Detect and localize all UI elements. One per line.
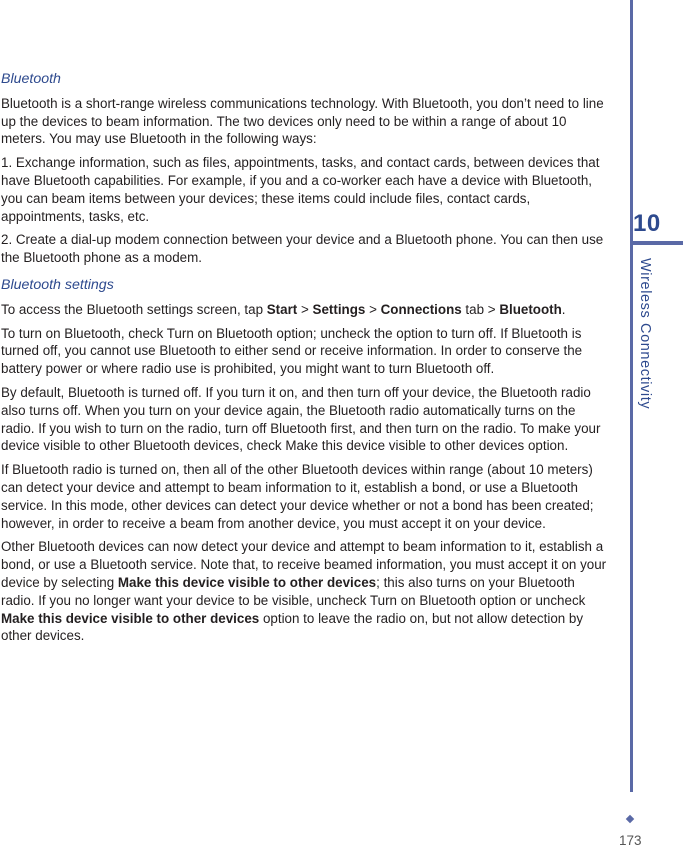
- access-prefix: To access the Bluetooth settings screen, tap: [1, 301, 267, 317]
- section-heading-bluetooth: Bluetooth: [1, 71, 61, 87]
- settings-label: Settings: [312, 301, 366, 317]
- start-label: Start: [266, 301, 298, 317]
- intro-paragraph: Bluetooth is a short-range wireless communications technology. With Bluetooth, you don’t need to line up the devices to beam information. The two devices only need to be within a range of about 10 meters. You may use Bluetooth in the following ways:: [1, 95, 604, 147]
- page-content: [1, 71, 609, 651]
- detect-paragraph: [1, 538, 609, 645]
- chapter-title: Wireless Connectivity: [637, 258, 653, 410]
- chapter-underline: [631, 241, 683, 245]
- default-paragraph: By default, Bluetooth is turned off. If you turn it on, and then turn off your device, the Bluetooth radio also turns off. When you turn on your device again, the Bluetooth radio automatically turns on the radio. If you wish to turn on the radio, turn off Bluetooth first, and then turn on the radio. To make your device visible to other Bluetooth devices, check Make this device visible to other devices option.: [1, 384, 601, 454]
- turn-on-paragraph: To turn on Bluetooth, check Turn on Bluetooth option; uncheck the option to turn off. If Bluetooth is turned off, you cannot use Bluetooth to either send or receive information. In order to conserve the battery power or where radio use is prohibited, you might want to turn Bluetooth off.: [1, 325, 583, 377]
- detect-text-3: option to leave the radio on, but not allow detection by other devices.: [1, 610, 584, 644]
- separator: >: [297, 301, 313, 317]
- separator: >: [365, 301, 381, 317]
- visible-option-label: Make this device visible to other devices: [117, 574, 377, 590]
- sidebar-rule: [630, 0, 633, 792]
- bluetooth-label: Bluetooth: [499, 301, 562, 317]
- period: .: [561, 301, 566, 317]
- tab-text: tab >: [461, 301, 500, 317]
- list-item-exchange: 1. Exchange information, such as files, appointments, tasks, and contact cards, between devices that have Bluetooth capabilities. For example, if you and a co-worker each have a device with Bluetooth, you can beam items between your devices; these items could include files, contact cards, appointments, tasks, etc.: [1, 155, 600, 224]
- detect-text-2: ; this also turns on your Bluetooth radio. If you no longer want your device to be visible, uncheck Turn on Bluetooth option or uncheck: [1, 574, 586, 608]
- diamond-marker-icon: [626, 815, 634, 823]
- connections-label: Connections: [380, 301, 462, 317]
- detect-text-1: Other Bluetooth devices can now detect your device and attempt to beam information to it, establish a bond, or use a Bluetooth service. Note that, to receive beamed information, you must accept it on your device by selecting: [1, 539, 607, 590]
- list-item-modem: 2. Create a dial-up modem connection between your device and a Bluetooth phone. You can then use the Bluetooth phone as a modem.: [1, 232, 604, 266]
- access-paragraph: [1, 301, 609, 319]
- page-number: 173: [619, 833, 642, 848]
- range-paragraph: If Bluetooth radio is turned on, then all of the other Bluetooth devices within range (about 10 meters) can detect your device and attempt to beam information to it, establish a bond, or use a Bluetooth service. In this mode, other devices can detect your device whether or not a bond has been created; however, in order to receive a beam from another device, you must accept it on your device.: [1, 462, 594, 531]
- visible-option-label-2: Make this device visible to other devices: [1, 610, 260, 626]
- section-heading-settings: Bluetooth settings: [1, 276, 114, 293]
- chapter-number: 10: [633, 210, 661, 237]
